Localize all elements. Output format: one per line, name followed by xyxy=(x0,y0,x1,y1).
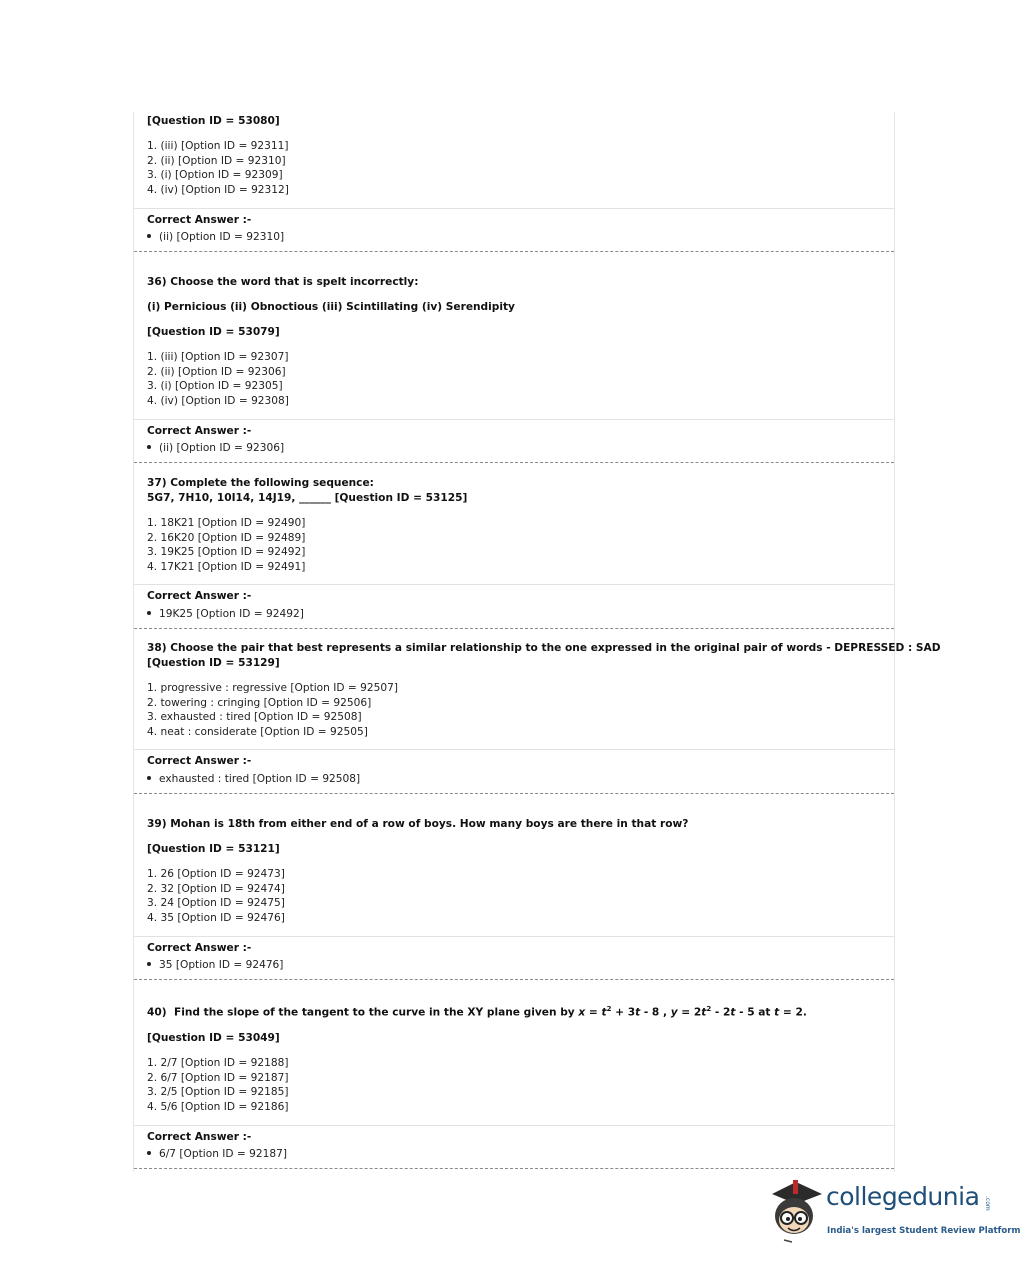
option: 3. 19K25 [Option ID = 92492] xyxy=(147,546,306,558)
correct-answer: 35 [Option ID = 92476] xyxy=(147,959,283,971)
question-id: [Question ID = 53121] xyxy=(147,843,280,855)
option: 4. 35 [Option ID = 92476] xyxy=(147,912,285,924)
question-text: 39) Mohan is 18th from either end of a row of boys. How many boys are there in that row? xyxy=(147,818,689,830)
divider xyxy=(134,749,894,750)
question-separator xyxy=(134,251,894,252)
option: 2. towering : cringing [Option ID = 92506] xyxy=(147,697,372,709)
correct-answer-label: Correct Answer :- xyxy=(147,1131,252,1143)
question-text: 40) Find the slope of the tangent to the curve in the XY plane given by $x = t^2 + 3t - 8$ , $y = 2t^2 - 2t - 5$ at t = 2. xyxy=(147,1005,807,1019)
question-text: 36) Choose the word that is spelt incorrectly: xyxy=(147,276,419,288)
option: 2. 32 [Option ID = 92474] xyxy=(147,883,285,895)
option: 1. (iii) [Option ID = 92307] xyxy=(147,351,289,363)
brand-domain: .com xyxy=(984,1196,991,1211)
correct-answer-label: Correct Answer :- xyxy=(147,942,252,954)
answer-key-sheet xyxy=(133,112,941,1172)
option: 4. 5/6 [Option ID = 92186] xyxy=(147,1101,289,1113)
option: 2. 16K20 [Option ID = 92489] xyxy=(147,532,306,544)
option: 3. 2/5 [Option ID = 92185] xyxy=(147,1086,289,1098)
option: 4. neat : considerate [Option ID = 92505] xyxy=(147,726,368,738)
option: 3. (i) [Option ID = 92305] xyxy=(147,380,283,392)
correct-answer: 6/7 [Option ID = 92187] xyxy=(147,1148,287,1160)
option: 3. (i) [Option ID = 92309] xyxy=(147,169,283,181)
question-separator xyxy=(134,628,894,629)
question-subtext: (i) Pernicious (ii) Obnoctious (iii) Scintillating (iv) Serendipity xyxy=(147,301,515,313)
correct-answer-label: Correct Answer :- xyxy=(147,425,252,437)
question-id: [Question ID = 53080] xyxy=(147,115,280,127)
option: 4. 17K21 [Option ID = 92491] xyxy=(147,561,306,573)
option: 2. (ii) [Option ID = 92310] xyxy=(147,155,286,167)
divider xyxy=(134,208,894,209)
correct-answer: 19K25 [Option ID = 92492] xyxy=(147,608,304,620)
divider xyxy=(134,936,894,937)
mascot-icon xyxy=(766,1176,826,1246)
option: 1. 2/7 [Option ID = 92188] xyxy=(147,1057,289,1069)
bullet-icon xyxy=(147,611,151,615)
correct-answer-label: Correct Answer :- xyxy=(147,214,252,226)
divider xyxy=(134,584,894,585)
bullet-icon xyxy=(147,1151,151,1155)
question-text: 37) Complete the following sequence: xyxy=(147,477,374,489)
question-separator xyxy=(134,793,894,794)
option: 4. (iv) [Option ID = 92308] xyxy=(147,395,289,407)
correct-answer-label: Correct Answer :- xyxy=(147,755,252,767)
option: 1. 18K21 [Option ID = 92490] xyxy=(147,517,306,529)
option: 1. progressive : regressive [Option ID = 92507] xyxy=(147,682,398,694)
correct-answer: exhausted : tired [Option ID = 92508] xyxy=(147,773,360,785)
brand-name: collegedunia xyxy=(826,1182,980,1211)
brand-tagline: India's largest Student Review Platform xyxy=(827,1226,1021,1236)
question-separator xyxy=(134,979,894,980)
option: 2. (ii) [Option ID = 92306] xyxy=(147,366,286,378)
bullet-icon xyxy=(147,445,151,449)
option: 3. 24 [Option ID = 92475] xyxy=(147,897,285,909)
bullet-icon xyxy=(147,234,151,238)
bullet-icon xyxy=(147,776,151,780)
question-text: 38) Choose the pair that best represents a similar relationship to the one expressed in the original pair of words - DEPRESSED : SAD xyxy=(147,642,941,654)
option: 3. exhausted : tired [Option ID = 92508] xyxy=(147,711,362,723)
correct-answer: (ii) [Option ID = 92310] xyxy=(147,231,284,243)
bullet-icon xyxy=(147,962,151,966)
option: 1. 26 [Option ID = 92473] xyxy=(147,868,285,880)
question-id: [Question ID = 53079] xyxy=(147,326,280,338)
question-separator xyxy=(134,462,894,463)
option: 4. (iv) [Option ID = 92312] xyxy=(147,184,289,196)
question-id: [Question ID = 53129] xyxy=(147,657,280,669)
correct-answer-label: Correct Answer :- xyxy=(147,590,252,602)
divider xyxy=(134,1125,894,1126)
question-id: [Question ID = 53049] xyxy=(147,1032,280,1044)
question-separator xyxy=(134,1168,894,1169)
correct-answer: (ii) [Option ID = 92306] xyxy=(147,442,284,454)
option: 2. 6/7 [Option ID = 92187] xyxy=(147,1072,289,1084)
question-subtext: 5G7, 7H10, 10I14, 14J19, ______ [Question ID = 53125] xyxy=(147,492,468,504)
collegedunia-logo[interactable] xyxy=(766,1176,1021,1248)
option: 1. (iii) [Option ID = 92311] xyxy=(147,140,289,152)
divider xyxy=(134,419,894,420)
